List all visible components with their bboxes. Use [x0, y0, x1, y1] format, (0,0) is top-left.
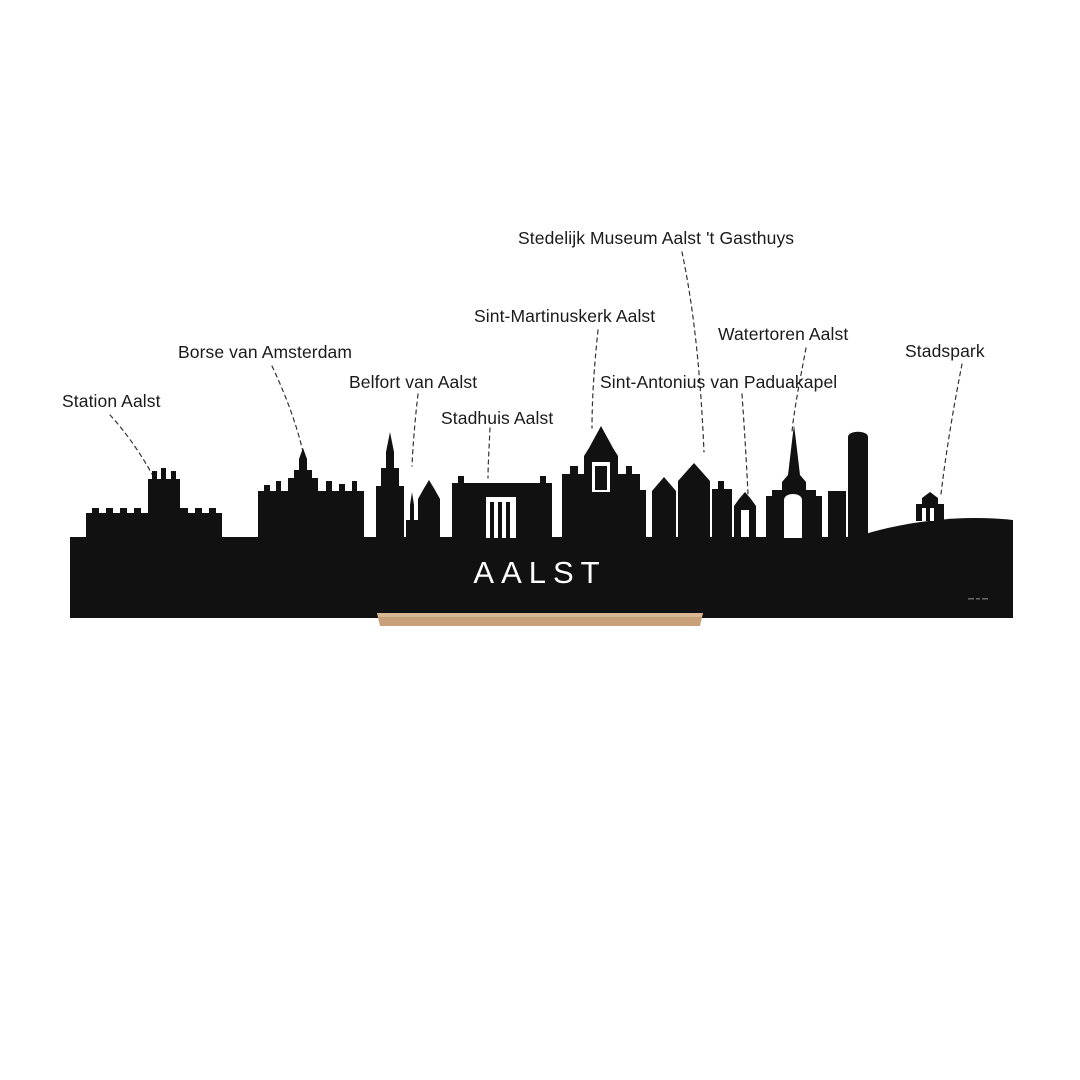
leader-line-stadspark [941, 364, 962, 494]
leader-line-station-aalst [110, 415, 152, 474]
leader-line-sint-antonius-kapel [742, 394, 748, 494]
building-house-b [678, 463, 710, 537]
callout-label-sint-antonius-kapel: Sint-Antonius van Paduakapel [600, 372, 838, 392]
leader-line-stedelijk-museum [682, 252, 704, 452]
building-modern-block [828, 491, 846, 537]
kapel-door [741, 510, 749, 537]
leader-line-borse-van-amsterdam [272, 366, 305, 462]
wooden-base-highlight [377, 613, 703, 617]
building-belfort-van-aalst [376, 432, 404, 537]
building-house-a [652, 477, 676, 537]
callout-label-stadspark: Stadspark [905, 341, 985, 361]
leader-line-sint-martinuskerk [592, 330, 598, 428]
stadhuis-portico-lintel [486, 492, 516, 497]
building-borse-van-amsterdam [258, 448, 364, 537]
callout-label-belfort-van-aalst: Belfort van Aalst [349, 372, 478, 392]
martinuskerk-window-inner [595, 466, 607, 490]
callout-label-sint-martinuskerk: Sint-Martinuskerk Aalst [474, 306, 656, 326]
building-silo [848, 432, 868, 537]
leader-line-belfort-van-aalst [412, 394, 418, 466]
maker-mark [968, 598, 988, 600]
watertoren-arch [784, 500, 802, 538]
callout-label-station-aalst: Station Aalst [62, 391, 161, 411]
building-house-c [712, 481, 732, 537]
leader-line-stadhuis-aalst [488, 428, 490, 478]
stadhuis-columns [490, 502, 510, 538]
callout-label-stadhuis-aalst: Stadhuis Aalst [441, 408, 554, 428]
building-small-chapel [406, 480, 440, 537]
city-name-title: AALST [473, 555, 607, 590]
callout-label-watertoren-aalst: Watertoren Aalst [718, 324, 849, 344]
building-station-aalst [86, 468, 222, 537]
callout-label-stedelijk-museum: Stedelijk Museum Aalst 't Gasthuys [518, 228, 795, 248]
callout-label-borse-van-amsterdam: Borse van Amsterdam [178, 342, 353, 362]
